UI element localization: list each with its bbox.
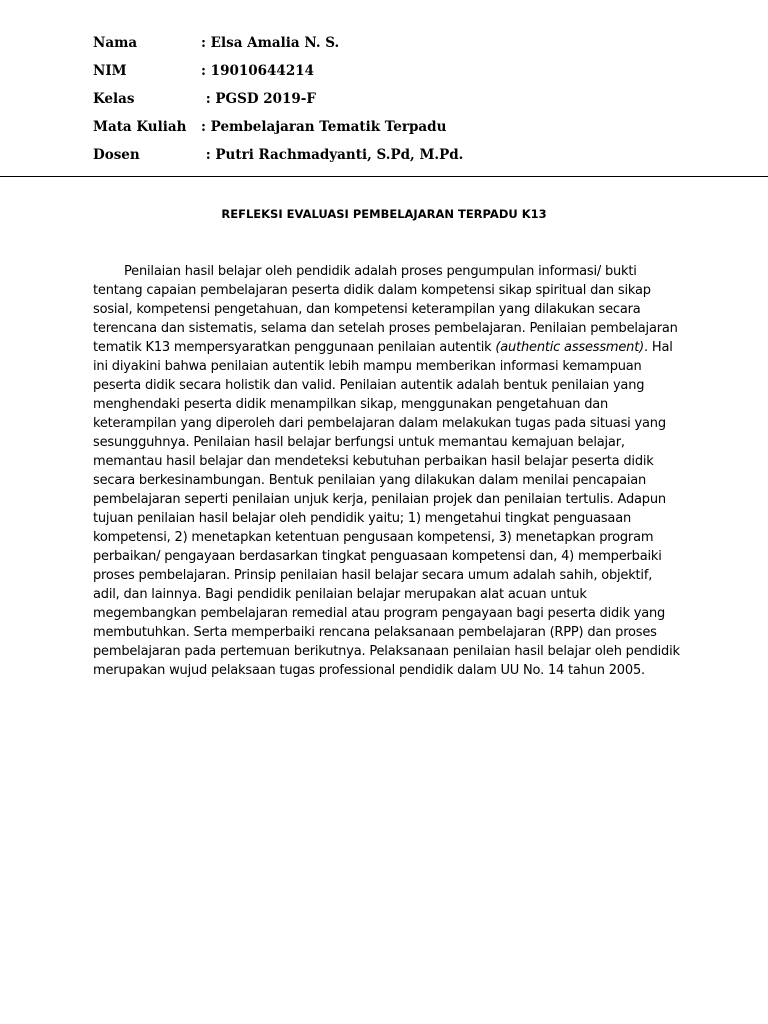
paragraph-line <box>93 528 677 547</box>
text-run: perbaikan/ pengayaan berdasarkan tingkat penguasaan kompetensi dan, 4) memperbaiki <box>93 549 662 564</box>
text-run: tentang capaian pembelajaran peserta didik dalam kompetensi sikap spiritual dan sikap <box>93 283 651 298</box>
paragraph-line <box>93 585 677 604</box>
info-label: Mata Kuliah <box>93 119 187 135</box>
info-row-nama <box>93 33 463 61</box>
info-row-mata-kuliah <box>93 117 463 145</box>
info-value: : Elsa Amalia N. S. <box>201 35 340 51</box>
text-run: proses pembelajaran. Prinsip penilaian hasil belajar secara umum adalah sahih, objektif, <box>93 568 653 583</box>
paragraph-line <box>93 414 677 433</box>
text-run: tujuan penilaian hasil belajar oleh pendidik yaitu; 1) mengetahui tingkat penguasaan <box>93 511 632 526</box>
document-title: REFLEKSI EVALUASI PEMBELAJARAN TERPADU K13 <box>221 207 547 221</box>
paragraph-line <box>93 281 677 300</box>
paragraph-line <box>93 395 677 414</box>
info-value: : Putri Rachmadyanti, S.Pd, M.Pd. <box>201 147 464 163</box>
text-run: adil, dan lainnya. Bagi pendidik penilaian belajar merupakan alat acuan untuk <box>93 587 587 602</box>
paragraph-line <box>93 262 677 281</box>
text-run: sosial, kompetensi pengetahuan, dan kompetensi keterampilan yang dilakukan secara <box>93 302 641 317</box>
paragraph-line <box>93 471 677 490</box>
info-label: Kelas <box>93 91 135 107</box>
text-run: Penilaian hasil belajar oleh pendidik adalah proses pengumpulan informasi/ bukti <box>124 264 637 279</box>
paragraph-line <box>93 338 677 357</box>
text-run: secara berkesinambungan. Bentuk penilaian yang dilakukan dalam menilai pencapaian <box>93 473 647 488</box>
paragraph-line <box>93 642 680 661</box>
text-run: sesungguhnya. Penilaian hasil belajar berfungsi untuk memantau kemajuan belajar, <box>93 435 625 450</box>
text-run: memantau hasil belajar dan mendeteksi kebutuhan perbaikan hasil belajar peserta didik <box>93 454 654 469</box>
info-label: NIM <box>93 63 127 79</box>
text-run: merupakan wujud pelaksaan tugas professional pendidik dalam UU No. 14 tahun 2005. <box>93 663 645 678</box>
info-row-kelas <box>93 89 463 117</box>
info-label: Dosen <box>93 147 140 163</box>
text-run: pembelajaran pada pertemuan berikutnya. Pelaksanaan penilaian hasil belajar oleh pendidik <box>93 644 680 659</box>
paragraph-line <box>93 623 677 642</box>
paragraph-line <box>93 509 677 528</box>
text-run: kompetensi, 2) menetapkan ketentuan pengusaan kompetensi, 3) menetapkan program <box>93 530 654 545</box>
paragraph-line <box>93 357 677 376</box>
info-value: : 19010644214 <box>201 63 315 79</box>
text-run: keterampilan yang diperoleh dari pembelajaran dalam melakukan tugas pada situasi yang <box>93 416 666 431</box>
text-run: membutuhkan. Serta memperbaiki rencana pelaksanaan pembelajaran (RPP) dan proses <box>93 625 657 640</box>
paragraph-line <box>93 490 677 509</box>
paragraph-line <box>93 319 677 338</box>
info-row-nim <box>93 61 463 89</box>
paragraph-line <box>93 376 677 395</box>
info-row-dosen <box>93 145 463 173</box>
info-value: : PGSD 2019-F <box>201 91 316 107</box>
text-run: megembangkan pembelajaran remedial atau program pengayaan bagi peserta didik yang <box>93 606 666 621</box>
paragraph-line <box>93 300 677 319</box>
paragraph-line <box>93 547 677 566</box>
info-value: : Pembelajaran Tematik Terpadu <box>201 119 447 135</box>
body-paragraph <box>93 262 680 680</box>
info-label: Nama <box>93 35 138 51</box>
text-run: peserta didik secara holistik dan valid. Penilaian autentik adalah bentuk penilaian yang <box>93 378 645 393</box>
paragraph-line <box>93 433 677 452</box>
student-info-header <box>93 33 463 173</box>
text-run: terencana dan sistematis, selama dan setelah proses pembelajaran. Penilaian pembelajaran <box>93 321 678 336</box>
paragraph-line <box>93 604 677 623</box>
text-run: ini diyakini bahwa penilaian autentik lebih mampu memberikan informasi kemampuan <box>93 359 642 374</box>
paragraph-line <box>93 452 677 471</box>
paragraph-line <box>93 566 677 585</box>
text-run: tematik K13 mempersyaratkan penggunaan penilaian autentik <box>93 340 496 355</box>
text-run: pembelajaran seperti penilaian unjuk kerja, penilaian projek dan penilaian tertulis. Adapun <box>93 492 666 507</box>
header-divider <box>0 176 768 177</box>
paragraph-line <box>93 661 677 680</box>
text-run: menghendaki peserta didik menampilkan sikap, menggunakan pengetahuan dan <box>93 397 609 412</box>
italic-text: (authentic assessment) <box>495 340 644 355</box>
text-run: . Hal <box>644 340 673 355</box>
